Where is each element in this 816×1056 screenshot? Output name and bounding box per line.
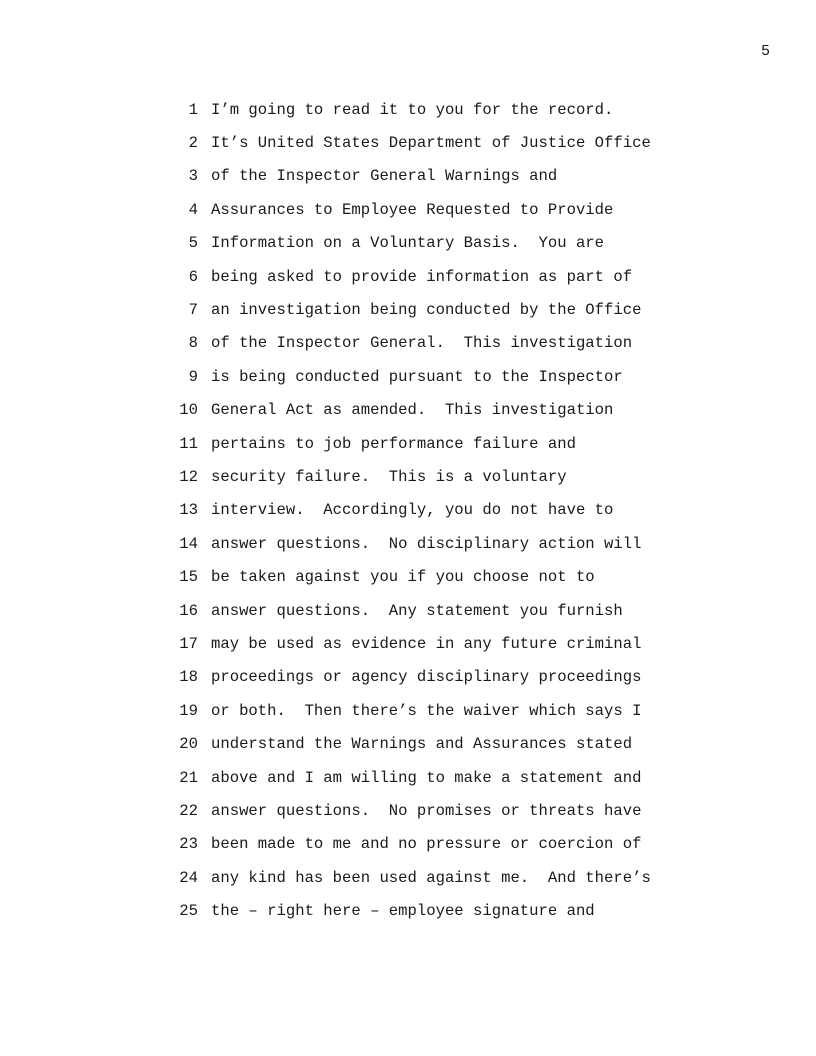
transcript-line-10 (170, 394, 690, 427)
line-text: or both. Then there’s the waiver which says I (211, 701, 642, 720)
line-number: 4 (188, 200, 198, 219)
line-text: above and I am willing to make a statement and (211, 768, 642, 787)
line-text: of the Inspector General. This investigation (211, 334, 633, 353)
line-number: 15 (179, 568, 198, 587)
line-text: pertains to job performance failure and (211, 434, 576, 453)
line-number: 19 (179, 701, 198, 720)
line-number: 2 (188, 134, 198, 153)
line-text: is being conducted pursuant to the Inspector (211, 367, 623, 386)
line-text: being asked to provide information as part of (211, 267, 633, 286)
transcript-line-21 (170, 761, 690, 794)
line-number: 25 (179, 902, 198, 921)
line-number: 11 (179, 434, 198, 453)
transcript-line-11 (170, 427, 690, 460)
line-number: 16 (179, 601, 198, 620)
line-number: 7 (188, 301, 198, 320)
line-text: security failure. This is a voluntary (211, 467, 567, 486)
transcript-line-5 (170, 227, 690, 260)
transcript-line-4 (170, 193, 690, 226)
line-text: Assurances to Employee Requested to Provide (211, 200, 614, 219)
transcript-line-8 (170, 327, 690, 360)
transcript-line-23 (170, 828, 690, 861)
line-number: 14 (179, 534, 198, 553)
line-number: 9 (188, 367, 198, 386)
line-number: 3 (188, 167, 198, 186)
line-number: 24 (179, 868, 198, 887)
transcript-line-13 (170, 494, 690, 527)
line-text: any kind has been used against me. And there’s (211, 868, 651, 887)
transcript-line-1 (170, 93, 690, 126)
transcript-line-12 (170, 460, 690, 493)
line-text: an investigation being conducted by the Office (211, 301, 642, 320)
line-text: understand the Warnings and Assurances stated (211, 735, 633, 754)
line-number: 22 (179, 801, 198, 820)
transcript-line-22 (170, 794, 690, 827)
line-text: the – right here – employee signature and (211, 902, 595, 921)
transcript-line-24 (170, 861, 690, 894)
line-number: 23 (179, 835, 198, 854)
line-number: 18 (179, 668, 198, 687)
line-text: answer questions. Any statement you furnish (211, 601, 623, 620)
line-text: be taken against you if you choose not to (211, 568, 595, 587)
line-text: been made to me and no pressure or coercion of (211, 835, 642, 854)
line-text: answer questions. No disciplinary action will (211, 534, 642, 553)
transcript-line-7 (170, 293, 690, 326)
line-number: 5 (188, 234, 198, 253)
line-number: 17 (179, 634, 198, 653)
transcript-lines (170, 93, 690, 928)
line-number: 13 (179, 501, 198, 520)
transcript-line-18 (170, 661, 690, 694)
transcript-line-6 (170, 260, 690, 293)
line-number: 6 (188, 267, 198, 286)
line-text: answer questions. No promises or threats have (211, 801, 642, 820)
line-text: proceedings or agency disciplinary proceedings (211, 668, 642, 687)
page-number: 5 (760, 43, 770, 60)
line-number: 21 (179, 768, 198, 787)
line-text: interview. Accordingly, you do not have to (211, 501, 614, 520)
line-number: 20 (179, 735, 198, 754)
transcript-line-14 (170, 527, 690, 560)
line-number: 10 (179, 401, 198, 420)
transcript-line-25 (170, 894, 690, 927)
line-text: may be used as evidence in any future criminal (211, 634, 642, 653)
transcript-line-3 (170, 160, 690, 193)
transcript-line-16 (170, 594, 690, 627)
transcript-line-15 (170, 560, 690, 593)
line-number: 8 (188, 334, 198, 353)
transcript-line-17 (170, 627, 690, 660)
line-text: Information on a Voluntary Basis. You are (211, 234, 605, 253)
line-text: General Act as amended. This investigation (211, 401, 614, 420)
transcript-line-2 (170, 126, 690, 159)
line-text: I’m going to read it to you for the record. (211, 100, 614, 119)
line-text: of the Inspector General Warnings and (211, 167, 558, 186)
transcript-line-19 (170, 694, 690, 727)
line-text: It’s United States Department of Justice Office (211, 134, 651, 153)
transcript-line-9 (170, 360, 690, 393)
transcript-line-20 (170, 727, 690, 760)
line-number: 12 (179, 467, 198, 486)
line-number: 1 (188, 100, 198, 119)
